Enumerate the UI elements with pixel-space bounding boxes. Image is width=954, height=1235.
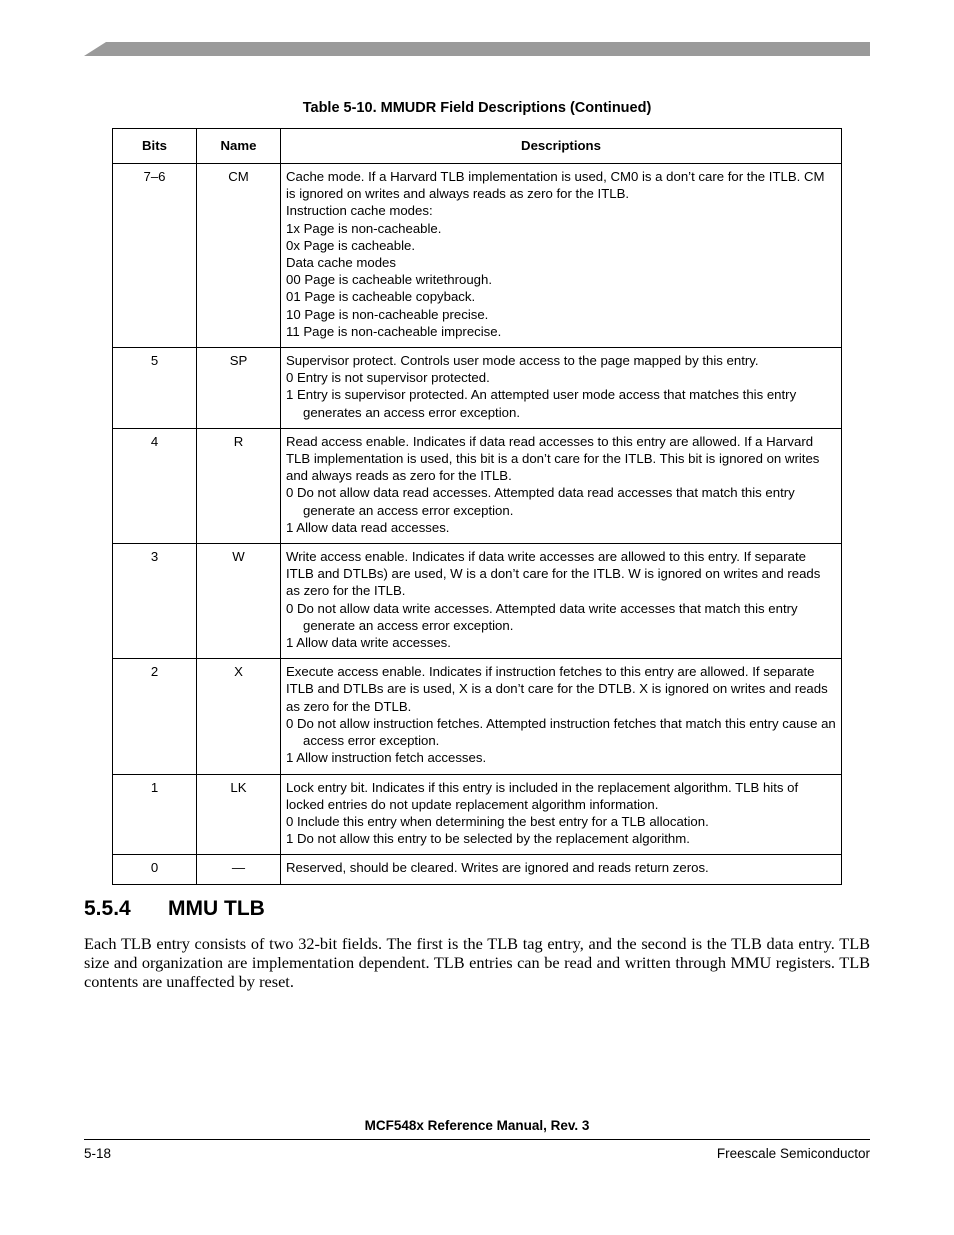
description-line: Supervisor protect. Controls user mode access to the page mapped by this entry. <box>286 353 759 369</box>
cell-bits: 0 <box>113 855 197 884</box>
header-descriptions: Descriptions <box>281 129 842 164</box>
description-line: Execute access enable. Indicates if instruction fetches to this entry are allowed. If separate ITLB and DTLBs are is used, X is a don’t care for the DTLB. X is ignored on writes and reads as zero for the DTLB. <box>286 664 828 714</box>
cell-description <box>281 855 842 884</box>
cell-description <box>281 544 842 659</box>
description-line: Instruction cache modes: <box>286 203 433 219</box>
table-row <box>113 164 842 348</box>
description-line: 0 Entry is not supervisor protected. <box>286 370 490 386</box>
description-line: 0 Do not allow data read accesses. Attempted data read accesses that match this entry generate an access error exception. <box>286 485 795 518</box>
cell-description <box>281 774 842 855</box>
description-line: 1 Allow data read accesses. <box>286 519 450 535</box>
page-number: 5-18 <box>84 1146 112 1161</box>
description-line: 1 Allow instruction fetch accesses. <box>286 750 487 766</box>
cell-description <box>281 659 842 774</box>
description-line: 0 Do not allow data write accesses. Attempted data write accesses that match this entry generate an access error exception. <box>286 600 798 633</box>
cell-bits: 4 <box>113 428 197 543</box>
table-header-row <box>113 129 842 164</box>
description-line: 11 Page is non-cacheable imprecise. <box>286 323 502 339</box>
table-row <box>113 774 842 855</box>
description-line: 1 Do not allow this entry to be selected by the replacement algorithm. <box>286 831 690 847</box>
cell-name: — <box>197 855 281 884</box>
description-line: Reserved, should be cleared. Writes are ignored and reads return zeros. <box>286 860 709 876</box>
table-row <box>113 855 842 884</box>
description-line: Cache mode. If a Harvard TLB implementation is used, CM0 is a don’t care for the ITLB. CM is ignored on writes and always reads as zero for the ITLB. <box>286 169 825 202</box>
description-line: 1 Entry is supervisor protected. An attempted user mode access that matches this entry generates an access error exception. <box>286 387 797 420</box>
cell-name: CM <box>197 164 281 348</box>
cell-name: SP <box>197 348 281 429</box>
table-title: Table 5-10. MMUDR Field Descriptions (Continued) <box>302 100 652 116</box>
description-line: Write access enable. Indicates if data write accesses are allowed to this entry. If separate ITLB and DTLBs) are used, W is a don’t care for the ITLB. W is ignored on writes and reads as zero for the ITLB. <box>286 549 821 599</box>
cell-bits: 7–6 <box>113 164 197 348</box>
description-line: 10 Page is non-cacheable precise. <box>286 306 489 322</box>
cell-bits: 3 <box>113 544 197 659</box>
section-title: MMU TLB <box>168 897 265 920</box>
description-line: 0 Include this entry when determining the best entry for a TLB allocation. <box>286 813 709 829</box>
table-body <box>113 164 842 885</box>
cell-description <box>281 428 842 543</box>
header-bits: Bits <box>113 129 197 164</box>
cell-bits: 5 <box>113 348 197 429</box>
header-banner <box>84 42 870 56</box>
company-name: Freescale Semiconductor <box>716 1146 870 1161</box>
header-name: Name <box>197 129 281 164</box>
description-line: 0 Do not allow instruction fetches. Attempted instruction fetches that match this entry cause an access error exception. <box>286 715 836 749</box>
cell-bits: 2 <box>113 659 197 774</box>
table-row <box>113 428 842 543</box>
cell-name: X <box>197 659 281 774</box>
cell-bits: 1 <box>113 774 197 855</box>
section-number: 5.5.4 <box>84 897 131 920</box>
cell-description <box>281 348 842 429</box>
cell-name: R <box>197 428 281 543</box>
table-row <box>113 348 842 429</box>
footer-rule <box>84 1139 870 1140</box>
description-line: Read access enable. Indicates if data read accesses to this entry are allowed. If a Harvard TLB implementation is used, this bit is a don’t care for the ITLB. This bit is ignored on writes and always reads as zero for the ITLB. <box>286 433 820 484</box>
description-line: 00 Page is cacheable writethrough. <box>286 272 493 288</box>
cell-name: LK <box>197 774 281 855</box>
description-line: Data cache modes <box>286 255 396 271</box>
footer-title: MCF548x Reference Manual, Rev. 3 <box>364 1118 590 1133</box>
description-line: 1 Allow data write accesses. <box>286 635 451 651</box>
table-row <box>113 544 842 659</box>
description-line: 0x Page is cacheable. <box>286 237 416 253</box>
cell-name: W <box>197 544 281 659</box>
cell-description <box>281 164 842 348</box>
section-heading <box>84 897 265 921</box>
description-line: 01 Page is cacheable copyback. <box>286 289 476 305</box>
field-descriptions-table <box>112 128 842 885</box>
description-line: 1x Page is non-cacheable. <box>286 220 442 236</box>
section-body: Each TLB entry consists of two 32-bit fields. The first is the TLB tag entry, and the second is the TLB data entry. TLB size and organization are implementation dependent. TLB entries can be read and written through MMU registers. TLB contents are unaffected by reset. <box>84 934 870 991</box>
description-line: Lock entry bit. Indicates if this entry is included in the replacement algorithm. TLB hits of locked entries do not update replacement algorithm information. <box>286 779 799 812</box>
table-row <box>113 659 842 774</box>
